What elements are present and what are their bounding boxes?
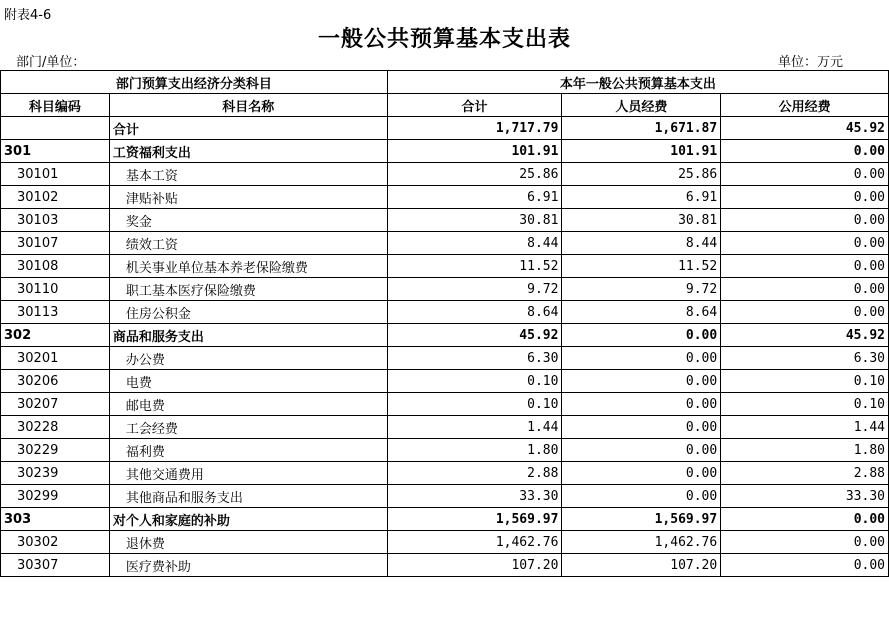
row-total-cell: 2.88 xyxy=(387,462,562,485)
unit-label: 单位：万元 xyxy=(777,55,843,70)
table-row xyxy=(1,347,889,370)
table-row xyxy=(1,485,889,508)
row-public-cell: 6.30 xyxy=(721,347,889,370)
row-public-cell: 2.88 xyxy=(721,462,889,485)
page-title: 一般公共预算基本支出表 xyxy=(317,26,571,52)
row-total-cell: 1,462.76 xyxy=(387,531,562,554)
row-name-cell: 邮电费 xyxy=(109,393,387,416)
row-personnel-cell: 0.00 xyxy=(562,462,721,485)
department-label: 部门/单位： xyxy=(16,55,86,70)
row-personnel-cell: 25.86 xyxy=(562,163,721,186)
row-name-cell: 职工基本医疗保险缴费 xyxy=(109,278,387,301)
row-public-cell: 0.00 xyxy=(721,163,889,186)
row-code-cell: 30103 xyxy=(1,209,110,232)
row-name-cell: 对个人和家庭的补助 xyxy=(109,508,387,531)
row-name-cell: 工会经费 xyxy=(109,416,387,439)
header-row-group xyxy=(1,71,889,94)
row-total-cell: 101.91 xyxy=(387,140,562,163)
row-code-cell: 30302 xyxy=(1,531,110,554)
row-personnel-cell: 0.00 xyxy=(562,393,721,416)
row-name-cell: 奖金 xyxy=(109,209,387,232)
row-total-cell: 9.72 xyxy=(387,278,562,301)
row-name-cell: 电费 xyxy=(109,370,387,393)
row-name-cell: 医疗费补助 xyxy=(109,554,387,577)
row-code-cell: 302 xyxy=(1,324,110,347)
group-header-classification: 部门预算支出经济分类科目 xyxy=(1,71,388,94)
row-public-cell: 0.00 xyxy=(721,140,889,163)
row-personnel-cell: 1,462.76 xyxy=(562,531,721,554)
table-row xyxy=(1,301,889,324)
row-code-cell: 30107 xyxy=(1,232,110,255)
row-total-cell: 1.80 xyxy=(387,439,562,462)
row-personnel-cell: 11.52 xyxy=(562,255,721,278)
row-total-cell: 8.44 xyxy=(387,232,562,255)
row-code-cell: 303 xyxy=(1,508,110,531)
table-row xyxy=(1,416,889,439)
row-code-cell: 30206 xyxy=(1,370,110,393)
row-name-cell: 办公费 xyxy=(109,347,387,370)
row-total-cell: 8.64 xyxy=(387,301,562,324)
row-code-cell: 30239 xyxy=(1,462,110,485)
table-row xyxy=(1,370,889,393)
row-public-cell: 0.10 xyxy=(721,393,889,416)
row-name-cell: 津贴补贴 xyxy=(109,186,387,209)
row-public-cell: 0.00 xyxy=(721,186,889,209)
row-personnel-cell: 9.72 xyxy=(562,278,721,301)
row-public-cell: 0.00 xyxy=(721,278,889,301)
attachment-number: 附表4-6 xyxy=(4,8,52,23)
row-public-cell: 1.44 xyxy=(721,416,889,439)
row-public-cell: 45.92 xyxy=(721,324,889,347)
column-header-total: 合计 xyxy=(387,94,562,117)
table-row xyxy=(1,255,889,278)
table-row xyxy=(1,163,889,186)
row-code-cell: 30201 xyxy=(1,347,110,370)
table-row xyxy=(1,324,889,347)
row-code-cell: 301 xyxy=(1,140,110,163)
column-header-public: 公用经费 xyxy=(721,94,889,117)
row-total-cell: 45.92 xyxy=(387,324,562,347)
row-personnel-cell: 107.20 xyxy=(562,554,721,577)
row-code-cell: 30102 xyxy=(1,186,110,209)
row-personnel-cell: 1,569.97 xyxy=(562,508,721,531)
row-personnel-cell: 101.91 xyxy=(562,140,721,163)
column-header-personnel: 人员经费 xyxy=(562,94,721,117)
row-code-cell: 30101 xyxy=(1,163,110,186)
row-code-cell: 30229 xyxy=(1,439,110,462)
row-public-cell: 1.80 xyxy=(721,439,889,462)
row-public-cell: 0.10 xyxy=(721,370,889,393)
row-code-cell: 30110 xyxy=(1,278,110,301)
table-row xyxy=(1,462,889,485)
row-public-cell: 45.92 xyxy=(721,117,889,140)
row-name-cell: 住房公积金 xyxy=(109,301,387,324)
row-total-cell: 1,569.97 xyxy=(387,508,562,531)
row-public-cell: 0.00 xyxy=(721,301,889,324)
row-name-cell: 工资福利支出 xyxy=(109,140,387,163)
table-row xyxy=(1,439,889,462)
row-personnel-cell: 1,671.87 xyxy=(562,117,721,140)
row-total-cell: 107.20 xyxy=(387,554,562,577)
row-personnel-cell: 8.64 xyxy=(562,301,721,324)
row-code-cell: 30207 xyxy=(1,393,110,416)
row-public-cell: 0.00 xyxy=(721,531,889,554)
row-public-cell: 0.00 xyxy=(721,255,889,278)
row-total-cell: 33.30 xyxy=(387,485,562,508)
table-row xyxy=(1,393,889,416)
row-name-cell: 退休费 xyxy=(109,531,387,554)
row-name-cell: 绩效工资 xyxy=(109,232,387,255)
row-total-cell: 6.91 xyxy=(387,186,562,209)
row-personnel-cell: 0.00 xyxy=(562,324,721,347)
row-name-cell: 基本工资 xyxy=(109,163,387,186)
table-row xyxy=(1,531,889,554)
row-public-cell: 0.00 xyxy=(721,554,889,577)
row-total-cell: 0.10 xyxy=(387,393,562,416)
table-row xyxy=(1,140,889,163)
row-personnel-cell: 0.00 xyxy=(562,370,721,393)
row-code-cell: 30307 xyxy=(1,554,110,577)
table-row xyxy=(1,508,889,531)
row-name-cell: 机关事业单位基本养老保险缴费 xyxy=(109,255,387,278)
table-row xyxy=(1,554,889,577)
row-total-cell: 25.86 xyxy=(387,163,562,186)
row-name-cell: 其他交通费用 xyxy=(109,462,387,485)
table-row xyxy=(1,117,889,140)
row-total-cell: 1,717.79 xyxy=(387,117,562,140)
row-name-cell: 商品和服务支出 xyxy=(109,324,387,347)
row-personnel-cell: 30.81 xyxy=(562,209,721,232)
row-total-cell: 30.81 xyxy=(387,209,562,232)
row-code-cell: 30108 xyxy=(1,255,110,278)
table-row xyxy=(1,209,889,232)
row-public-cell: 0.00 xyxy=(721,508,889,531)
row-code-cell: 30299 xyxy=(1,485,110,508)
row-name-cell: 福利费 xyxy=(109,439,387,462)
row-personnel-cell: 0.00 xyxy=(562,347,721,370)
row-total-cell: 1.44 xyxy=(387,416,562,439)
table-row xyxy=(1,186,889,209)
table-body xyxy=(1,117,889,577)
row-total-cell: 0.10 xyxy=(387,370,562,393)
row-personnel-cell: 0.00 xyxy=(562,416,721,439)
row-name-cell: 其他商品和服务支出 xyxy=(109,485,387,508)
table-row xyxy=(1,278,889,301)
row-personnel-cell: 0.00 xyxy=(562,439,721,462)
row-personnel-cell: 8.44 xyxy=(562,232,721,255)
expenditure-table xyxy=(0,70,889,577)
row-public-cell: 0.00 xyxy=(721,232,889,255)
row-name-cell: 合计 xyxy=(109,117,387,140)
group-header-expenditure: 本年一般公共预算基本支出 xyxy=(387,71,888,94)
row-personnel-cell: 0.00 xyxy=(562,485,721,508)
column-header-name: 科目名称 xyxy=(109,94,387,117)
row-code-cell: 30228 xyxy=(1,416,110,439)
row-total-cell: 11.52 xyxy=(387,255,562,278)
row-code-cell xyxy=(1,117,110,140)
row-public-cell: 33.30 xyxy=(721,485,889,508)
header-row-columns xyxy=(1,94,889,117)
row-public-cell: 0.00 xyxy=(721,209,889,232)
column-header-code: 科目编码 xyxy=(1,94,110,117)
row-total-cell: 6.30 xyxy=(387,347,562,370)
table-row xyxy=(1,232,889,255)
row-code-cell: 30113 xyxy=(1,301,110,324)
row-personnel-cell: 6.91 xyxy=(562,186,721,209)
